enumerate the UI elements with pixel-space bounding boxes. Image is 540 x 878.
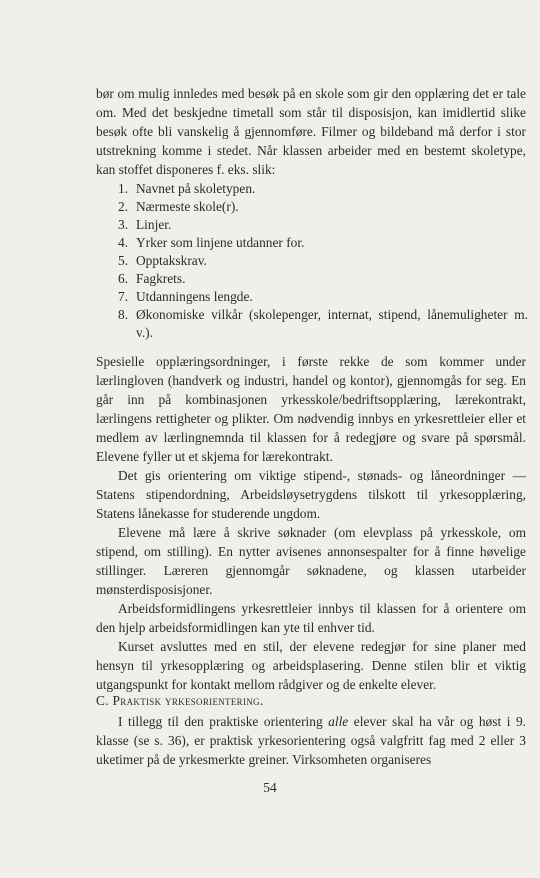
- section-text-emphasis: alle: [328, 714, 349, 729]
- list-item-text: Utdanningens lengde.: [136, 289, 253, 304]
- section-letter: C.: [96, 693, 109, 708]
- section-text-start: I tillegg til den praktiske orientering: [118, 714, 329, 729]
- list-item-text: Fagkrets.: [136, 271, 186, 286]
- section-title: Praktisk yrkesorientering.: [112, 693, 264, 708]
- paragraph: Spesielle opplæringsordninger, i første rekke de som kommer under lærlingloven (handverk og industri, handel og kontor), gjennomgås for seg. En går inn på kombinasjonen yrkesskole/bedriftsopplæring, lærekontrakt, lærlingens rettigheter og plikter. Om nødvendig innbys en yrkesrettleier eller et medlem av lærlingnemnda til klassen for å redegjøre og svare på spørsmål. Elevene fyller ut et skjema for lærekontrakt.: [96, 354, 526, 464]
- paragraph: Arbeidsformidlingens yrkesrettleier innbys til klassen for å orientere om den hjelp arbeidsformidlingen kan yte til enhver tid.: [96, 601, 526, 635]
- list-item-number: 4.: [118, 235, 129, 250]
- list-item: [118, 270, 528, 288]
- section-text-end: elever skal ha vår og høst i 9. klasse (se s. 36), er praktisk yrkesorientering også valgfritt fag med 2 eller 3 uketimer på de yrkesmerkte greiner. Virksomheten organiseres: [96, 714, 526, 767]
- list-item-number: 6.: [118, 271, 129, 286]
- intro-paragraph: [96, 84, 526, 179]
- paragraph: Det gis orientering om viktige stipend-, stønads- og låneordninger — Statens stipendordning, Arbeidsløysetrygdens tilskott til yrkesopplæring, Statens lånekasse for studerende ungdom.: [96, 468, 526, 521]
- list-item-text: Nærmeste skole(r).: [136, 199, 239, 214]
- list-item: [118, 180, 528, 198]
- list-item-number: 7.: [118, 289, 129, 304]
- list-item-text: Navnet på skoletypen.: [136, 181, 256, 196]
- list-item: [118, 306, 528, 342]
- paragraph: Elevene må lære å skrive søknader (om elevplass på yrkesskole, om stipend, om stilling). En nytter avisenes annonsespalter for å finne høvelige stillinger. Læreren gjennomgår søknadene, og klassen utarbeider mønsterdisposisjoner.: [96, 525, 526, 597]
- list-item-text: Økonomiske vilkår (skolepenger, internat, stipend, lånemuligheter m. v.).: [136, 307, 528, 340]
- list-item: [118, 252, 528, 270]
- section-body: [96, 712, 526, 769]
- list-item-number: 3.: [118, 217, 129, 232]
- list-item-number: 1.: [118, 181, 129, 196]
- list-item-number: 8.: [118, 307, 129, 322]
- list-item-number: 2.: [118, 199, 129, 214]
- list-item: [118, 234, 528, 252]
- list-item-text: Yrker som linjene utdanner for.: [136, 235, 305, 250]
- numbered-list: [118, 180, 528, 342]
- page-number: 54: [263, 780, 277, 795]
- body-paragraphs: [96, 352, 526, 694]
- list-item: [118, 198, 528, 216]
- section-paragraph: [96, 712, 526, 769]
- intro-text: bør om mulig innledes med besøk på en skole som gir den opplæring det er tale om. Med det beskjedne timetall som står til disposisjon, kan imidlertid slike besøk ofte bli vanskelig å gjennomføre. Filmer og bildeband må derfor i stor utstrekning komme i stedet. Når klassen arbeider med en bestemt skoletype, kan stoffet disponeres f. eks. slik:: [96, 86, 526, 177]
- list-item: [118, 216, 528, 234]
- list-item: [118, 288, 528, 306]
- list-item-text: Opptakskrav.: [136, 253, 207, 268]
- list-item-number: 5.: [118, 253, 129, 268]
- section-heading: [96, 693, 264, 709]
- paragraph: Kurset avsluttes med en stil, der elevene redegjør for sine planer med hensyn til yrkesopplæring og arbeidsplasering. Denne stilen blir et viktig utgangspunkt for kontakt mellom rådgiver og de enkelte elever.: [96, 639, 526, 692]
- list-item-text: Linjer.: [136, 217, 172, 232]
